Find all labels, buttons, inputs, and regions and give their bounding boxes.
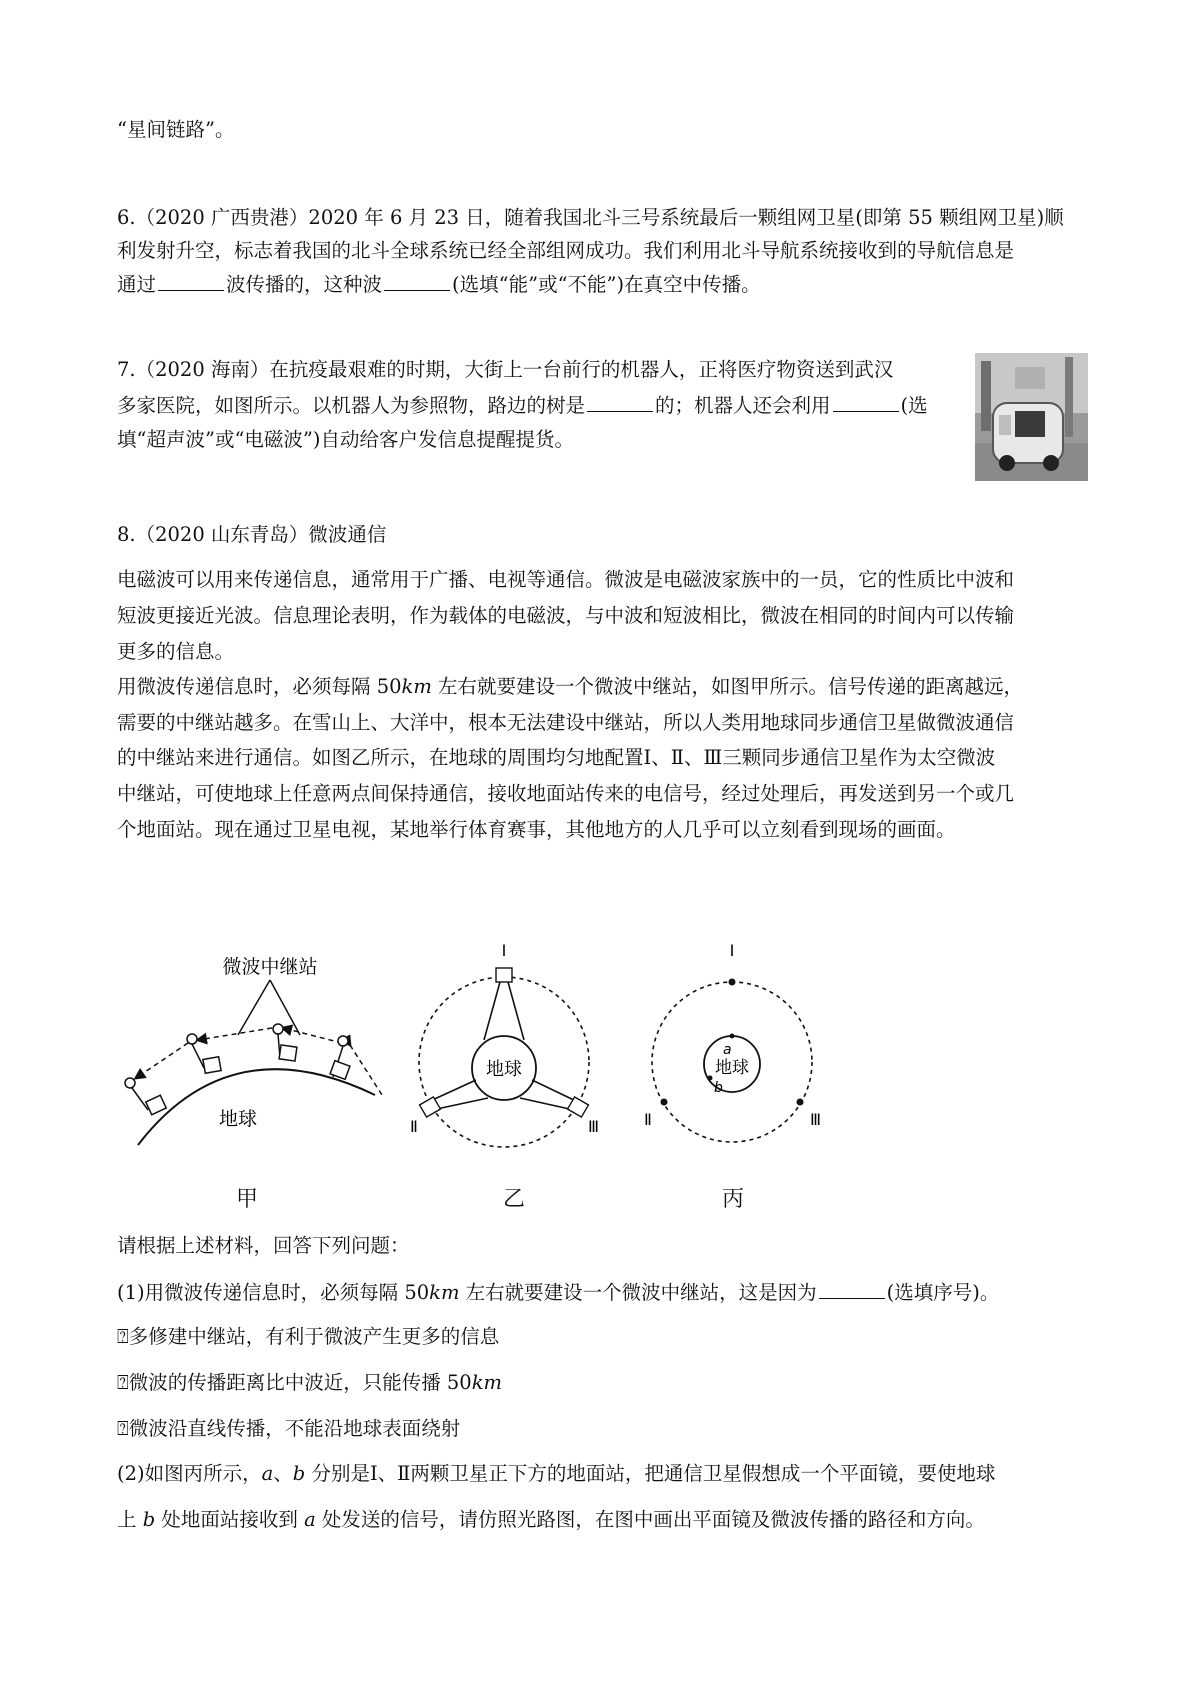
text-span: (2)如图丙所示， [117,1462,262,1485]
satellite-label-1: Ⅰ [501,941,507,960]
var-a: a [304,1508,316,1531]
paragraph-1-line-2: 短波更接近光波。信息理论表明，作为载体的电磁波，与中波和短波相比，微波在相同的时间内可以传输 [117,604,1015,627]
relay-mast [132,1088,148,1110]
option-marker: ⍰ [117,1371,129,1394]
var-a: a [261,1462,274,1485]
signal-path [136,1043,188,1078]
figure-bing [640,940,840,1165]
answer-blank[interactable] [819,1278,885,1299]
text-line: “星间链路”。 [117,118,235,141]
paragraph-1-line-1: 电磁波可以用来传递信息，通常用于广播、电视等通信。微波是电磁波家族中的一员，它的性质比中波和 [117,568,1015,591]
text-span: 多修建中继站，有利于微波产生更多的信息 [128,1325,500,1348]
figure-yi [410,940,620,1165]
earth-label: 地球 [486,1059,522,1080]
earth-label: 地球 [218,1108,258,1130]
text-span: (选填序号)。 [886,1281,1000,1304]
option-2 [117,1369,502,1397]
answer-blank[interactable] [587,391,653,412]
answer-blank[interactable] [384,270,450,291]
station-point-a [730,1034,735,1039]
answer-blank[interactable] [158,270,224,291]
text-span: 处发送的信号，请仿照光路图，在图中画出平面镜及微波传播的路径和方向。 [315,1508,985,1531]
figure-caption-yi: 乙 [503,1187,526,1212]
sub-question-1 [117,1278,999,1307]
pointer-line [238,980,270,1035]
relay-antenna [338,1036,348,1046]
text-span: 左右就要建设一个微波中继站，这是因为 [459,1281,817,1304]
satellite-label-3: Ⅲ [810,1110,822,1129]
relay-antenna [125,1078,135,1088]
relay-building [203,1057,221,1074]
q7-line-3: 填“超声波”或“电磁波”)自动给客户发信息提醒提货。 [117,428,574,451]
satellite-label-3: Ⅲ [588,1117,600,1136]
sub-question-2-line-1 [117,1460,995,1488]
text-span: (1)用微波传递信息时，必须每隔 50 [117,1281,430,1304]
answer-blank[interactable] [833,391,899,412]
q8-title: 8.（2020 山东青岛）微波通信 [117,523,387,546]
beam-line [508,982,524,1040]
signal-path [283,1028,342,1043]
figure-jia [120,945,400,1185]
text-span: 上 [117,1508,143,1531]
relay-building [279,1045,297,1061]
satellite-label-2: Ⅱ [644,1110,652,1129]
figure-caption-bing: 丙 [722,1187,745,1212]
station-label-a: a [723,1042,732,1058]
paragraph-2-line-4: 中继站，可使地球上任意两点间保持通信，接收地面站传来的电信号，经过处理后，再发送到另一个或几 [117,782,1015,805]
station-label-b: b [714,1080,723,1096]
text-span: 多家医院，如图所示。以机器人为参照物，路边的树是 [117,394,586,417]
text-span: 用微波传递信息时，必须每隔 50 [117,675,402,698]
unit-km: km [471,1371,503,1394]
text-span: 微波的传播距离比中波近，只能传播 50 [128,1371,472,1394]
paragraph-2-line-3: 的中继站来进行通信。如图乙所示，在地球的周围均匀地配置Ⅰ、Ⅱ、Ⅲ三颗同步通信卫星作为太空微波 [117,746,996,769]
text-span: 、 [273,1462,293,1485]
var-b: b [142,1508,156,1531]
option-marker: ⍰ [117,1325,129,1348]
text-span: 左右就要建设一个微波中继站，如图甲所示。信号传递的距离越远， [431,675,1024,698]
text-span: 波传播的，这种波 [226,273,383,296]
paragraph-2-line-2: 需要的中继站越多。在雪山上、大洋中，根本无法建设中继站，所以人类用地球同步通信卫星做微波通信 [117,711,1015,734]
question-prompt: 请根据上述材料，回答下列问题： [117,1234,410,1257]
var-b: b [292,1462,306,1485]
paragraph-1-line-3: 更多的信息。 [117,640,235,663]
satellite-1 [496,968,512,982]
q6-line-3 [117,270,761,299]
robot-photo [975,353,1088,481]
satellite-point-2 [661,1099,668,1106]
relay-station-label: 微波中继站 [222,956,318,978]
relay-building [146,1095,166,1114]
station-point-b [708,1076,713,1081]
unit-km: km [429,1281,460,1304]
text-span: 分别是Ⅰ、Ⅱ两颗卫星正下方的地面站，把通信卫星假想成一个平面镜，要使地球 [305,1462,996,1485]
earth-label: 地球 [715,1058,749,1078]
beam-line [520,1098,574,1110]
figure-caption-jia: 甲 [236,1187,259,1212]
sub-question-2-line-2 [117,1506,985,1534]
satellite-point-1 [729,979,736,986]
text-span: (选 [900,394,928,417]
satellite-point-3 [797,1099,804,1106]
text-span: 处地面站接收到 [155,1508,305,1531]
option-marker: ⍰ [117,1417,129,1440]
relay-antenna [187,1034,197,1044]
signal-path [198,1028,272,1040]
q7-line-2 [117,391,928,420]
paragraph-2-line-5: 个地面站。现在通过卫星电视，某地举行体育赛事，其他地方的人几乎可以立刻看到现场的画面。 [117,818,956,841]
unit-km: km [401,675,432,698]
relay-mast [192,1044,204,1068]
q6-line-2: 利发射升空，标志着我国的北斗全球系统已经全部组网成功。我们利用北斗导航系统接收到的导航信息是 [117,239,1015,262]
q7-line-1: 7.（2020 海南）在抗疫最艰难的时期，大街上一台前行的机器人，正将医疗物资送到武汉 [117,358,894,381]
option-3 [117,1415,460,1443]
beam-line [532,1080,578,1102]
text-span: 微波沿直线传播，不能沿地球表面绕射 [128,1417,461,1440]
satellite-label-2: Ⅱ [410,1117,418,1136]
paragraph-2-line-1 [117,673,1023,701]
q6-line-1: 6.（2020 广西贵港）2020 年 6 月 23 日，随着我国北斗三号系统最后一颗组网卫星(即第 55 颗组网卫星)顺 [117,206,1064,229]
text-span: 通过 [117,273,157,296]
relay-antenna [273,1024,283,1034]
beam-line [484,982,500,1040]
text-span: (选填“能”或“不能”)在真空中传播。 [452,273,761,296]
incoming-signal [350,1045,382,1095]
text-span: 的；机器人还会利用 [655,394,831,417]
satellite-label-1: Ⅰ [729,941,735,960]
option-1 [117,1323,499,1351]
